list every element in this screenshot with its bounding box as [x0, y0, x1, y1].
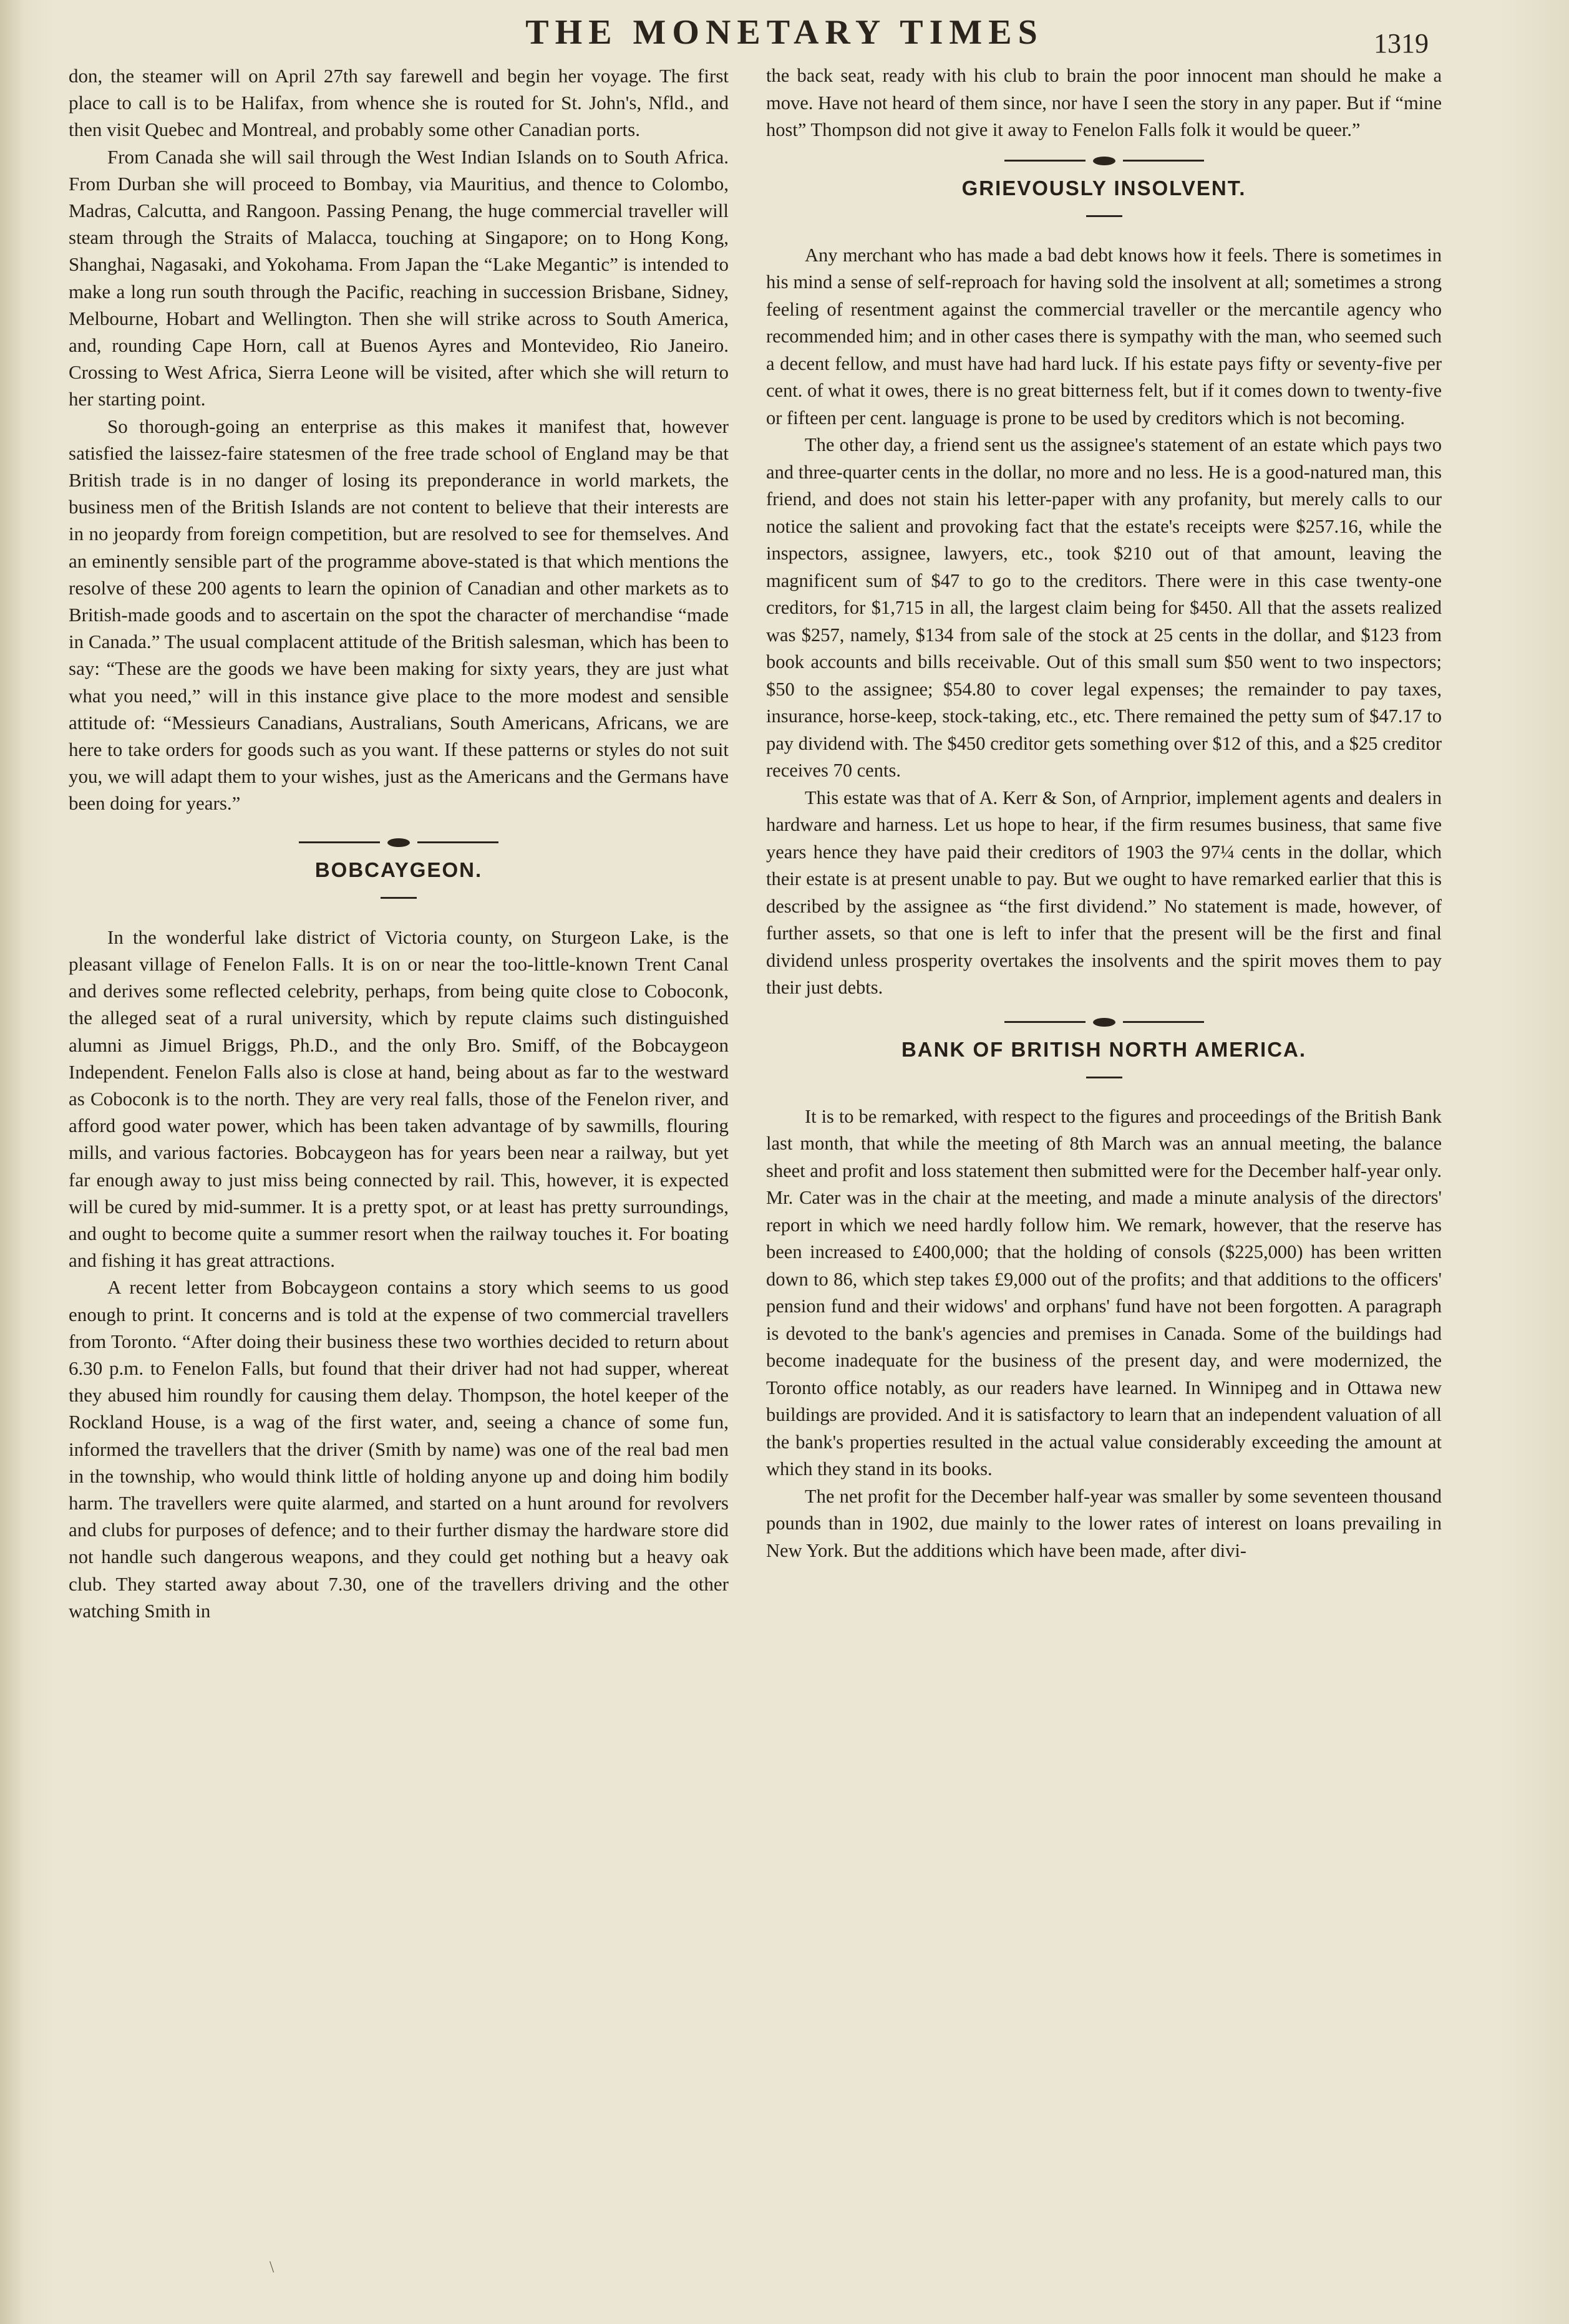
section-divider-ornament — [766, 1018, 1442, 1027]
masthead-title: THE MONETARY TIMES — [525, 13, 1044, 52]
article-paragraph: It is to be remarked, with respect to the figures and proceedings of the British Bank last month, that while the meeting of 8th March was an annual meeting, the balance sheet and profit and loss statement then submitted were for the December half-year only. Mr. Cater was in the chair at the meeting, and made a minute analysis of the directors' report in which we need hardly follow him. We remark, however, that the reserve has been increased to £400,000; that the holding of consols ($225,000) has been written down to 86, which step takes £9,000 out of the profits; and that additions to the officers' pension fund and their widows' and orphans' fund have not been forgotten. A paragraph is devoted to the bank's agencies and premises in Canada. Some of the buildings had become inadequate for the business of the present day, and were modernized, the Toronto office notably, as our readers have learned. In Winnipeg and in Ottawa new buildings are provided. And it is satisfactory to learn that an independent valuation of all the bank's properties resulted in the actual value considerably exceeding the amount at which they stand in its books. — [766, 1105, 1442, 1479]
article-paragraph: From Canada she will sail through the West Indian Islands on to South Africa. From Durban she will proceed to Bombay, via Mauritius, and thence to Colombo, Madras, Calcutta, and Rangoon. Passing Penang, the huge commercial traveller will steam through the Straits of Malacca, touching at Singapore; on to Hong Kong, Shanghai, Nagasaki, and Yokohama. From Japan the “Lake Megantic” is intended to make a long run south through the Pacific, reaching in succession Brisbane, Sidney, Melbourne, Hobart and Wellington. Then she will strike across to South America, and, rounding Cape Horn, call at Buenos Ayres and Montevideo, Rio Janeiro. Crossing to West Africa, Sierra Leone will be visited, after which she will return to her starting point. — [69, 145, 729, 410]
heading-rule — [1086, 215, 1122, 217]
heading-rule — [381, 897, 417, 899]
article-paragraph: In the wonderful lake district of Victoria county, on Sturgeon Lake, is the pleasant village of Fenelon Falls. It is on or near the too-little-known Trent Canal and derives some reflected celebrity, perhaps, from being quite close to Coboconk, the alleged seat of a rural university, which by repute claims such distinguished alumni as Jimuel Briggs, Ph.D., and the only Bro. Smiff, of the Bobcaygeon Independent. Fenelon Falls also is close at hand, being about as far to the westward as Coboconk is to the north. They are very real falls, those of the Fenelon river, and afford good water power, which has been taken advantage of by sawmills, flouring mills, and various factories. Bobcaygeon has for years been near a railway, but yet far enough away to just miss being connected by rail. This, however, it is expected will be cured by mid-summer. It is a pretty spot, or at least has pretty surroundings, and ought to become quite a summer resort when the railway touches it. For boating and fishing it has great attractions. — [69, 926, 729, 1272]
left-column — [69, 62, 729, 1624]
page-mark: \ — [270, 2258, 274, 2276]
section-divider-ornament — [766, 157, 1442, 165]
article-paragraph: don, the steamer will on April 27th say farewell and begin her voyage. The first place to call is to be Halifax, from whence she is routed for St. John's, Nfld., and then visit Quebec and Montreal, and probably some other Canadian ports. — [69, 65, 729, 141]
heading-rule — [1086, 1077, 1122, 1078]
right-column — [766, 62, 1442, 1564]
page-number: 1319 — [1374, 28, 1429, 59]
section-divider-ornament — [69, 838, 729, 847]
article-paragraph: Any merchant who has made a bad debt knows how it feels. There is sometimes in his mind a sense of self-reproach for having sold the insolvent at all; sometimes a strong feeling of resentment against the commercial traveller or the mercantile agency who recommended him; and in other cases there is sympathy with the man, who seemed such a decent fellow, and must have had hard luck. If his estate pays fifty or seventy-five per cent. of what it owes, there is no great bitterness felt, but if it comes down to twenty-five or fifteen per cent. language is prone to be used by creditors which is not becoming. — [766, 244, 1442, 428]
article-paragraph: The net profit for the December half-year was smaller by some seventeen thousand pounds than in 1902, due mainly to the lower rates of interest on loans prevailing in New York. But the additions which have been made, after divi- — [766, 1485, 1442, 1561]
heading-bobcaygeon: BOBCAYGEON. — [314, 858, 483, 881]
article-paragraph: the back seat, ready with his club to brain the poor innocent man should he make a move. Have not heard of them since, nor have I seen the story in any paper. But if “mine host” Thompson did not give it away to Fenelon Falls folk it would be queer.” — [766, 65, 1442, 140]
article-paragraph: The other day, a friend sent us the assignee's statement of an estate which pays two and three-quarter cents in the dollar, no more and no less. He is a good-natured man, this friend, and does not stain his letter-paper with any profanity, but merely calls to our notice the salient and provoking fact that the estate's receipts were $257.16, while the inspectors, assignee, lawyers, etc., took $210 out of that amount, leaving the magnificent sum of $47 to go to the creditors. There were in this case twenty-one creditors, for $1,715 in all, the largest claim being for $450. All that the assets realized was $257, namely, $134 from sale of the stock at 25 cents in the dollar, and $123 from book accounts and bills receivable. Out of this small sum $50 went to two inspectors; $50 to the assignee; $54.80 to cover legal expenses; the remainder to pay taxes, insurance, horse-keep, stock-taking, etc., etc. There remained the petty sum of $47.17 to pay dividend with. The $450 creditor gets something over $12 of this, and a $25 creditor receives 70 cents. — [766, 434, 1442, 781]
article-paragraph: This estate was that of A. Kerr & Son, of Arnprior, implement agents and dealers in hardware and harness. Let us hope to hear, if the firm resumes business, that same five years hence they have paid their creditors of 1903 the 97¼ cents in the dollar, which their estate is at present unable to pay. But we ought to have remarked earlier that this is described by the assignee as “the first dividend.” No statement is made, however, of further assets, so that one is left to infer that the present will be the first and final dividend unless prosperity overtakes the insolvents and the spirit moves them to pay their just debts. — [766, 787, 1442, 998]
article-paragraph: So thorough-going an enterprise as this makes it manifest that, however satisfied the laissez-faire statesmen of the free trade school of England may be that British trade is in no danger of losing its preponderance in world markets, the business men of the British Islands are not content to believe that their interests are in no jeopardy from foreign competition, but are resolved to see for themselves. And an eminently sensible part of the programme above-stated is that which mentions the resolve of these 200 agents to learn the opinion of Canadian and other markets as to British-made goods and to ascertain on the spot the character of merchandise “made in Canada.” The usual complacent attitude of the British salesman, which has been to say: “These are the goods we have been making for sixty years, they are just what what you need,” will in this instance give place to the more modest and sensible attitude of: “Messieurs Canadians, Australians, South Americans, Africans, we are here to take orders for goods such as you want. If these patterns or styles do not suit you, we will adapt them to your wishes, just as the Americans and the Germans have been doing for years.” — [69, 415, 729, 815]
heading-bank-of-british-north-america: BANK OF BRITISH NORTH AMERICA. — [901, 1037, 1307, 1061]
heading-grievously-insolvent: GRIEVOUSLY INSOLVENT. — [961, 176, 1246, 200]
article-paragraph: A recent letter from Bobcaygeon contains a story which seems to us good enough to print. It concerns and is told at the expense of two commercial travellers from Toronto. “After doing their business these two worthies decided to return about 6.30 p.m. to Fenelon Falls, but found that their driver had not had supper, whereat they abused him roundly for causing them delay. Thompson, the hotel keeper of the Rockland House, is a wag of the first water, and, seeing a chance of some fun, informed the travellers that the driver (Smith by name) was one of the real bad men in the township, who would think little of holding anyone up and doing him bodily harm. The travellers were quite alarmed, and started on a hunt around for revolvers and clubs for purposes of defence; and to their further dismay the hardware store did not handle such dangerous weapons, and they could get nothing but a heavy oak club. They started away about 7.30, one of the travellers driving and the other watching Smith in — [69, 1276, 729, 1622]
